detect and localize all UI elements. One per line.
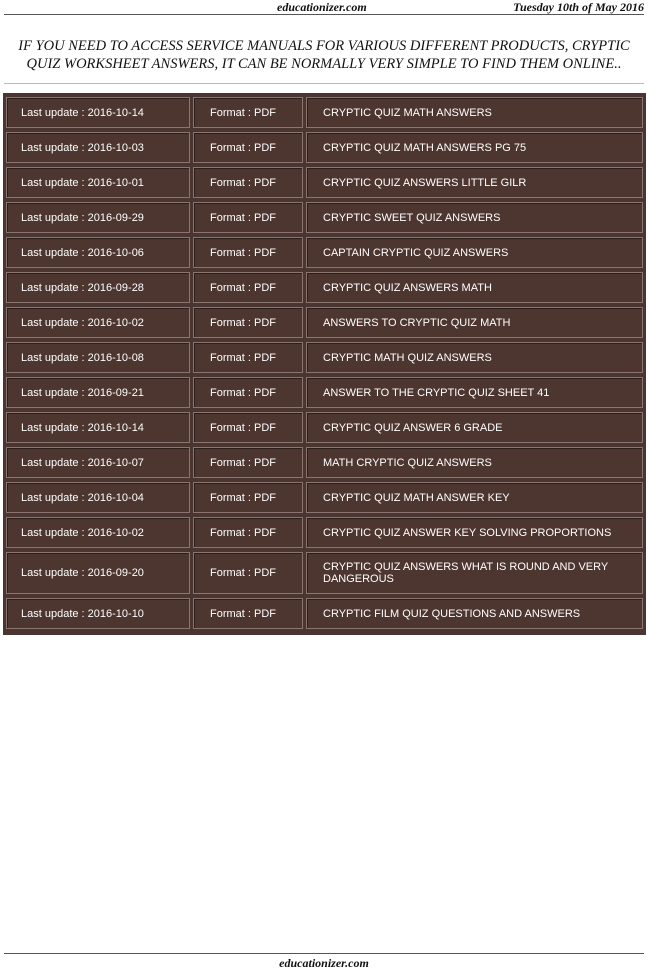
last-update-cell: Last update : 2016-10-02: [6, 517, 190, 548]
format-cell: Format : PDF: [193, 598, 303, 629]
last-update-cell: Last update : 2016-10-07: [6, 447, 190, 478]
document-title-link[interactable]: CRYPTIC QUIZ ANSWERS WHAT IS ROUND AND VERY DANGEROUS: [306, 552, 643, 594]
document-title-link[interactable]: CRYPTIC QUIZ ANSWERS MATH: [306, 272, 643, 303]
table-row[interactable]: [6, 132, 643, 163]
document-title-link[interactable]: CRYPTIC QUIZ ANSWER 6 GRADE: [306, 412, 643, 443]
header-site-name: educationizer.com: [277, 0, 367, 14]
format-cell: Format : PDF: [193, 132, 303, 163]
table-row[interactable]: [6, 342, 643, 373]
table-row[interactable]: [6, 482, 643, 513]
last-update-cell: Last update : 2016-10-14: [6, 97, 190, 128]
document-title-link[interactable]: MATH CRYPTIC QUIZ ANSWERS: [306, 447, 643, 478]
table-row[interactable]: [6, 97, 643, 128]
last-update-cell: Last update : 2016-09-20: [6, 552, 190, 594]
table-row[interactable]: [6, 447, 643, 478]
document-title-link[interactable]: ANSWERS TO CRYPTIC QUIZ MATH: [306, 307, 643, 338]
last-update-cell: Last update : 2016-09-28: [6, 272, 190, 303]
format-cell: Format : PDF: [193, 237, 303, 268]
format-cell: Format : PDF: [193, 552, 303, 594]
header-date: Tuesday 10th of May 2016: [513, 0, 644, 14]
table-row[interactable]: [6, 237, 643, 268]
last-update-cell: Last update : 2016-10-08: [6, 342, 190, 373]
last-update-cell: Last update : 2016-10-14: [6, 412, 190, 443]
last-update-cell: Last update : 2016-09-29: [6, 202, 190, 233]
document-title-link[interactable]: CRYPTIC QUIZ MATH ANSWERS PG 75: [306, 132, 643, 163]
last-update-cell: Last update : 2016-10-10: [6, 598, 190, 629]
footer-site-name: educationizer.com: [279, 956, 369, 970]
format-cell: Format : PDF: [193, 272, 303, 303]
document-title-link[interactable]: CRYPTIC QUIZ MATH ANSWERS: [306, 97, 643, 128]
format-cell: Format : PDF: [193, 377, 303, 408]
header-divider: [4, 14, 644, 15]
last-update-cell: Last update : 2016-10-06: [6, 237, 190, 268]
table-row[interactable]: [6, 552, 643, 594]
last-update-cell: Last update : 2016-10-02: [6, 307, 190, 338]
format-cell: Format : PDF: [193, 412, 303, 443]
table-row[interactable]: [6, 167, 643, 198]
table-row[interactable]: [6, 377, 643, 408]
intro-divider: [4, 83, 644, 84]
footer-divider: [4, 953, 644, 954]
table-row[interactable]: [6, 307, 643, 338]
table-row[interactable]: [6, 272, 643, 303]
document-title-link[interactable]: CRYPTIC QUIZ MATH ANSWER KEY: [306, 482, 643, 513]
intro-text: IF YOU NEED TO ACCESS SERVICE MANUALS FOR VARIOUS DIFFERENT PRODUCTS, CRYPTIC QUIZ WORKSHEET ANSWERS, IT CAN BE NORMALLY VERY SIMPLE TO FIND THEM ONLINE..: [18, 38, 630, 72]
table-row[interactable]: [6, 517, 643, 548]
document-title-link[interactable]: CRYPTIC QUIZ ANSWERS LITTLE GILR: [306, 167, 643, 198]
last-update-cell: Last update : 2016-09-21: [6, 377, 190, 408]
last-update-cell: Last update : 2016-10-03: [6, 132, 190, 163]
page-header: [0, 0, 648, 14]
table-row[interactable]: [6, 412, 643, 443]
last-update-cell: Last update : 2016-10-04: [6, 482, 190, 513]
document-title-link[interactable]: CRYPTIC QUIZ ANSWER KEY SOLVING PROPORTIONS: [306, 517, 643, 548]
table-row[interactable]: [6, 598, 643, 629]
format-cell: Format : PDF: [193, 342, 303, 373]
documents-table: [3, 93, 646, 635]
document-title-link[interactable]: CRYPTIC FILM QUIZ QUESTIONS AND ANSWERS: [306, 598, 643, 629]
last-update-cell: Last update : 2016-10-01: [6, 167, 190, 198]
format-cell: Format : PDF: [193, 447, 303, 478]
document-title-link[interactable]: CRYPTIC MATH QUIZ ANSWERS: [306, 342, 643, 373]
format-cell: Format : PDF: [193, 482, 303, 513]
document-title-link[interactable]: CRYPTIC SWEET QUIZ ANSWERS: [306, 202, 643, 233]
document-title-link[interactable]: CAPTAIN CRYPTIC QUIZ ANSWERS: [306, 237, 643, 268]
format-cell: Format : PDF: [193, 307, 303, 338]
document-title-link[interactable]: ANSWER TO THE CRYPTIC QUIZ SHEET 41: [306, 377, 643, 408]
format-cell: Format : PDF: [193, 167, 303, 198]
format-cell: Format : PDF: [193, 202, 303, 233]
format-cell: Format : PDF: [193, 97, 303, 128]
table-row[interactable]: [6, 202, 643, 233]
format-cell: Format : PDF: [193, 517, 303, 548]
